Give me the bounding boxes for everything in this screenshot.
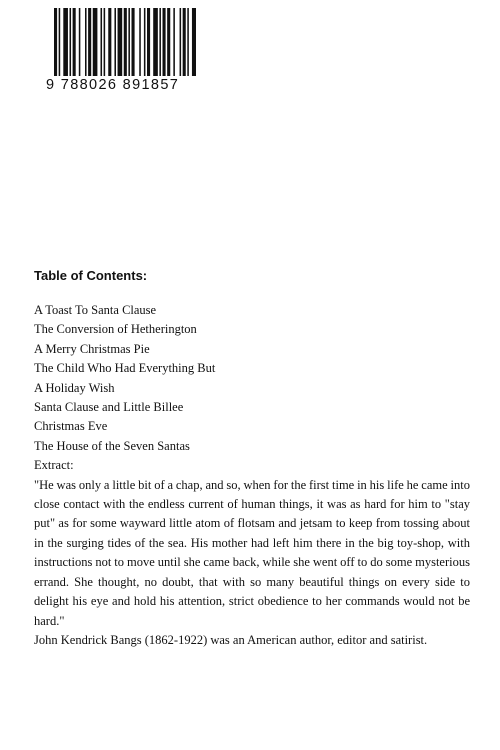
- barcode-bar: [88, 8, 91, 76]
- toc-item: The House of the Seven Santas: [34, 438, 190, 453]
- toc-item: A Toast To Santa Clause: [34, 303, 157, 317]
- toc-item: The Child Who Had Everything But: [34, 361, 216, 376]
- barcode-bar: [54, 8, 57, 76]
- barcode-bar: [147, 8, 150, 76]
- barcode-bar: [70, 8, 72, 76]
- barcode-bar: [139, 8, 141, 76]
- barcode-bars: [46, 8, 196, 76]
- barcode-bar: [124, 8, 127, 76]
- toc-item: A Holiday Wish: [34, 380, 115, 395]
- barcode-bar: [118, 8, 123, 76]
- barcode-bar: [114, 8, 116, 76]
- barcode-number: 9 788026 891857: [46, 77, 180, 93]
- barcode-bar: [163, 8, 166, 76]
- barcode-bar: [101, 8, 103, 76]
- barcode-bar: [104, 8, 106, 76]
- toc-item: The Conversion of Hetherington: [34, 322, 197, 337]
- barcode-bar: [85, 8, 87, 76]
- toc-item: A Merry Christmas Pie: [34, 341, 150, 356]
- barcode-bar: [79, 8, 81, 76]
- toc-item: Christmas Eve: [34, 419, 108, 434]
- barcode-bar: [153, 8, 158, 76]
- barcode-bar: [132, 8, 135, 76]
- extract-label: Extract:: [34, 458, 74, 473]
- toc-list: [34, 301, 470, 456]
- barcode-bar: [192, 8, 196, 76]
- barcode-bar: [187, 8, 189, 76]
- toc-heading: Table of Contents:: [34, 268, 148, 283]
- barcode-bar: [73, 8, 76, 76]
- barcode-bar: [173, 8, 175, 76]
- isbn-barcode: [46, 8, 196, 93]
- barcode-bar: [93, 8, 98, 76]
- barcode-bar: [183, 8, 186, 76]
- barcode-bar: [167, 8, 170, 76]
- barcode-bar: [180, 8, 182, 76]
- author-note: John Kendrick Bangs (1862-1922) was an American author, editor and satirist.: [34, 632, 428, 647]
- toc-item: Santa Clause and Little Billee: [34, 400, 184, 415]
- extract-text: "He was only a little bit of a chap, and so, when for the first time in his life he came into close contact with the endless current of human things, it was as hard for him to "stay put" as for some wayward little atom of flotsam and jetsam to keep from tossing about in the surging tides of the sea. His mother had left him there in the big toy-shop, with instructions not to move until she came back, while she went off to do some mysterious errand. She thought, no doubt, that with so many beautiful things on every side to delight his eye and hold his attention, strict obedience to her commands would not be hard.": [34, 477, 470, 628]
- back-cover-content: [34, 268, 470, 650]
- barcode-bar: [63, 8, 68, 76]
- barcode-bar: [108, 8, 111, 76]
- barcode-bar: [59, 8, 61, 76]
- barcode-bar: [144, 8, 146, 76]
- barcode-bar: [128, 8, 130, 76]
- barcode-bar: [159, 8, 161, 76]
